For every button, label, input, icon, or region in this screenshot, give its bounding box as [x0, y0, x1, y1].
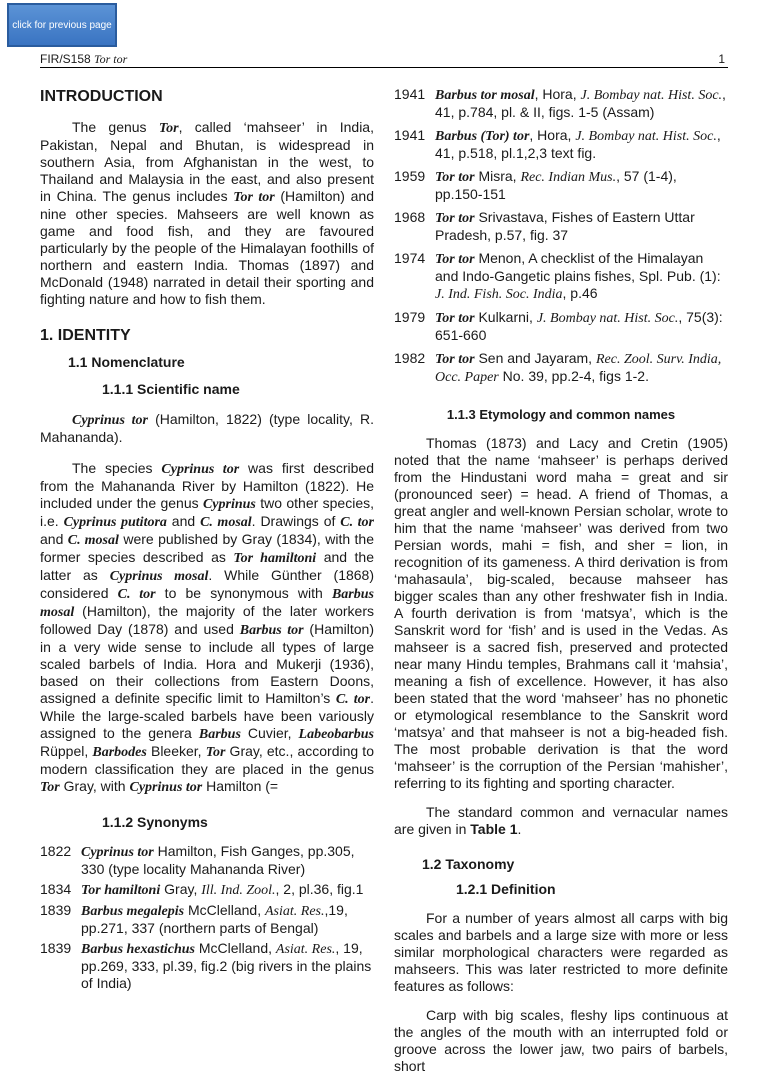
running-header	[40, 51, 728, 68]
synonym-entry: 1822 Cyprinus tor Hamilton, Fish Ganges, pp.305, 330 (type locality Mahananda River)	[40, 843, 355, 877]
table-1-reference: Table 1	[470, 821, 518, 837]
synonym-entry: 1968 Tor tor Srivastava, Fishes of Eastern Uttar Pradesh, p.57, fig. 37	[394, 209, 695, 243]
synonym-entry: 1982 Tor tor Sen and Jayaram, Rec. Zool. Surv. India, Occ. Paper No. 39, pp.2-4, figs 1-2.	[394, 350, 722, 385]
synonym-entry: 1979 Tor tor Kulkarni, J. Bombay nat. Hist. Soc., 75(3): 651-660	[394, 309, 723, 343]
scientific-name-paragraph: Cyprinus tor (Hamilton, 1822) (type locality, R. Mahananda).	[40, 411, 375, 445]
taxonomy-heading: 1.2 Taxonomy	[422, 856, 515, 872]
definition-heading: 1.2.1 Definition	[456, 881, 556, 897]
definition-paragraph: For a number of years almost all carps with big scales and barbels and a large size with more or less similar morphological characters were regarded as mahseers. This was later restricted to more definite features as follows:	[394, 910, 728, 994]
scientific-name-heading: 1.1.1 Scientific name	[102, 381, 240, 397]
species-history-paragraph: The species Cyprinus tor was first described from the Mahananda River by Hamilton (1822). He included under the genus Cyprinus two other species, i.e. Cyprinus putitora and C. mosal. Drawings of C. tor and C. mosal were published by Gray (1834), with the former species described as Tor hamiltoni and the latter as Cyprinus mosal. While Günther (1868) considered C. tor to be synonymous with Barbus mosal (Hamilton), the majority of the later workers followed Day (1878) and used Barbus tor (Hamilton) in a very wide sense to include all types of large scaled barbels of India. Hora and Mukerji (1936), based on their collections from Eastern Doons, assigned a definite specific limit to Hamilton’s C. tor. While the large-scaled barbels have been variously assigned to the genera Barbus Cuvier, Labeobarbus Rüppel, Barbodes Bleeker, Tor Gray, etc., according to modern classification they are placed in the genus Tor Gray, with Cyprinus tor Hamilton (=	[40, 460, 374, 795]
etymology-paragraph: Thomas (1873) and Lacy and Cretin (1905) noted that the name ‘mahseer’ is perhaps derived from the Hindustani word maha = great and sir (pronounced seer) = head. A friend of Thomas, a great angler and well-known Persian scholar, wrote to him that the name ‘mahseer’ was derived from two Persian words, mahi = fish, and sher = lion, in recognition of its gameness. A third derivation is from ‘mahasaula’, big-scaled, because mahseer has bigger scales than any other freshwater fish in India. A fourth derivation is from ‘matsya’, which is the Sanskrit word for ‘fish’ and is used in the Vedas. As mahseer is a sacred fish, preserved and protected near many Hindu temples, Brahmans call it ‘mahsia’, meaning a fish of excellence. However, it has also been stated that the word ‘mahseer’ has no phonetic or etymological resemblance to the Sanskrit word ‘matsya’ and that mahseer is not a big-headed fish. The most probable derivation is that the word ‘mahseer’ is the corruption of the Persian ‘mahisher’, referring to its fighting and sporting character.	[394, 435, 728, 791]
right-column	[394, 86, 728, 1075]
introduction-heading: INTRODUCTION	[40, 88, 163, 105]
synonym-list	[40, 843, 374, 992]
synonym-list-continued	[394, 86, 728, 386]
left-column	[40, 88, 374, 992]
synonym-entry: 1834 Tor hamiltoni Gray, Ill. Ind. Zool., 2, pl.36, fig.1	[40, 881, 364, 898]
synonym-entry: 1974 Tor tor Menon, A checklist of the Himalayan and Indo-Gangetic plains fishes, Spl. Pub. (1): J. Ind. Fish. Soc. India, p.46	[394, 250, 721, 302]
common-names-paragraph: The standard common and vernacular names are given in Table 1.	[394, 804, 728, 837]
nomenclature-heading: 1.1 Nomenclature	[68, 354, 185, 370]
synonyms-heading: 1.1.2 Synonyms	[102, 814, 208, 830]
etymology-heading: 1.1.3 Etymology and common names	[446, 407, 676, 422]
document-code: FIR/S158 Tor tor	[40, 52, 128, 66]
carp-features-paragraph: Carp with big scales, fleshy lips continuous at the angles of the mouth with an interrupted fold or groove across the lower jaw, two pairs of barbels, short	[394, 1007, 728, 1074]
intro-paragraph: The genus Tor, called ‘mahseer’ in India, Pakistan, Nepal and Bhutan, is widespread in southern Asia, from Afghanistan in the west, to Thailand and Malaysia in the east, and also present in China. The genus includes Tor tor (Hamilton) and nine other species. Mahseers are well known as game and food fish, and they are favoured particularly by the people of the Himalayan foothills of northern and eastern India. Thomas (1897) and McDonald (1948) narrated in detail their sporting and fighting nature and how to fish them.	[40, 119, 374, 307]
identity-heading: 1. IDENTITY	[40, 327, 131, 344]
synonym-entry: 1839 Barbus hexastichus McClelland, Asiat. Res., 19, pp.269, 333, pl.39, fig.2 (big rivers in the plains of India)	[40, 940, 372, 991]
page-number: 1	[718, 52, 725, 66]
synonym-entry: 1959 Tor tor Misra, Rec. Indian Mus., 57 (1-4), pp.150-151	[394, 168, 677, 202]
synonym-entry: 1941 Barbus tor mosal, Hora, J. Bombay nat. Hist. Soc., 41, p.784, pl. & II, figs. 1-5 (Assam)	[394, 86, 726, 120]
previous-page-button[interactable]: click for previous page	[7, 3, 117, 47]
synonym-entry: 1839 Barbus megalepis McClelland, Asiat. Res.,19, pp.271, 337 (northern parts of Bengal)	[40, 902, 348, 936]
synonym-entry: 1941 Barbus (Tor) tor, Hora, J. Bombay nat. Hist. Soc., 41, p.518, pl.1,2,3 text fig.	[394, 127, 721, 161]
